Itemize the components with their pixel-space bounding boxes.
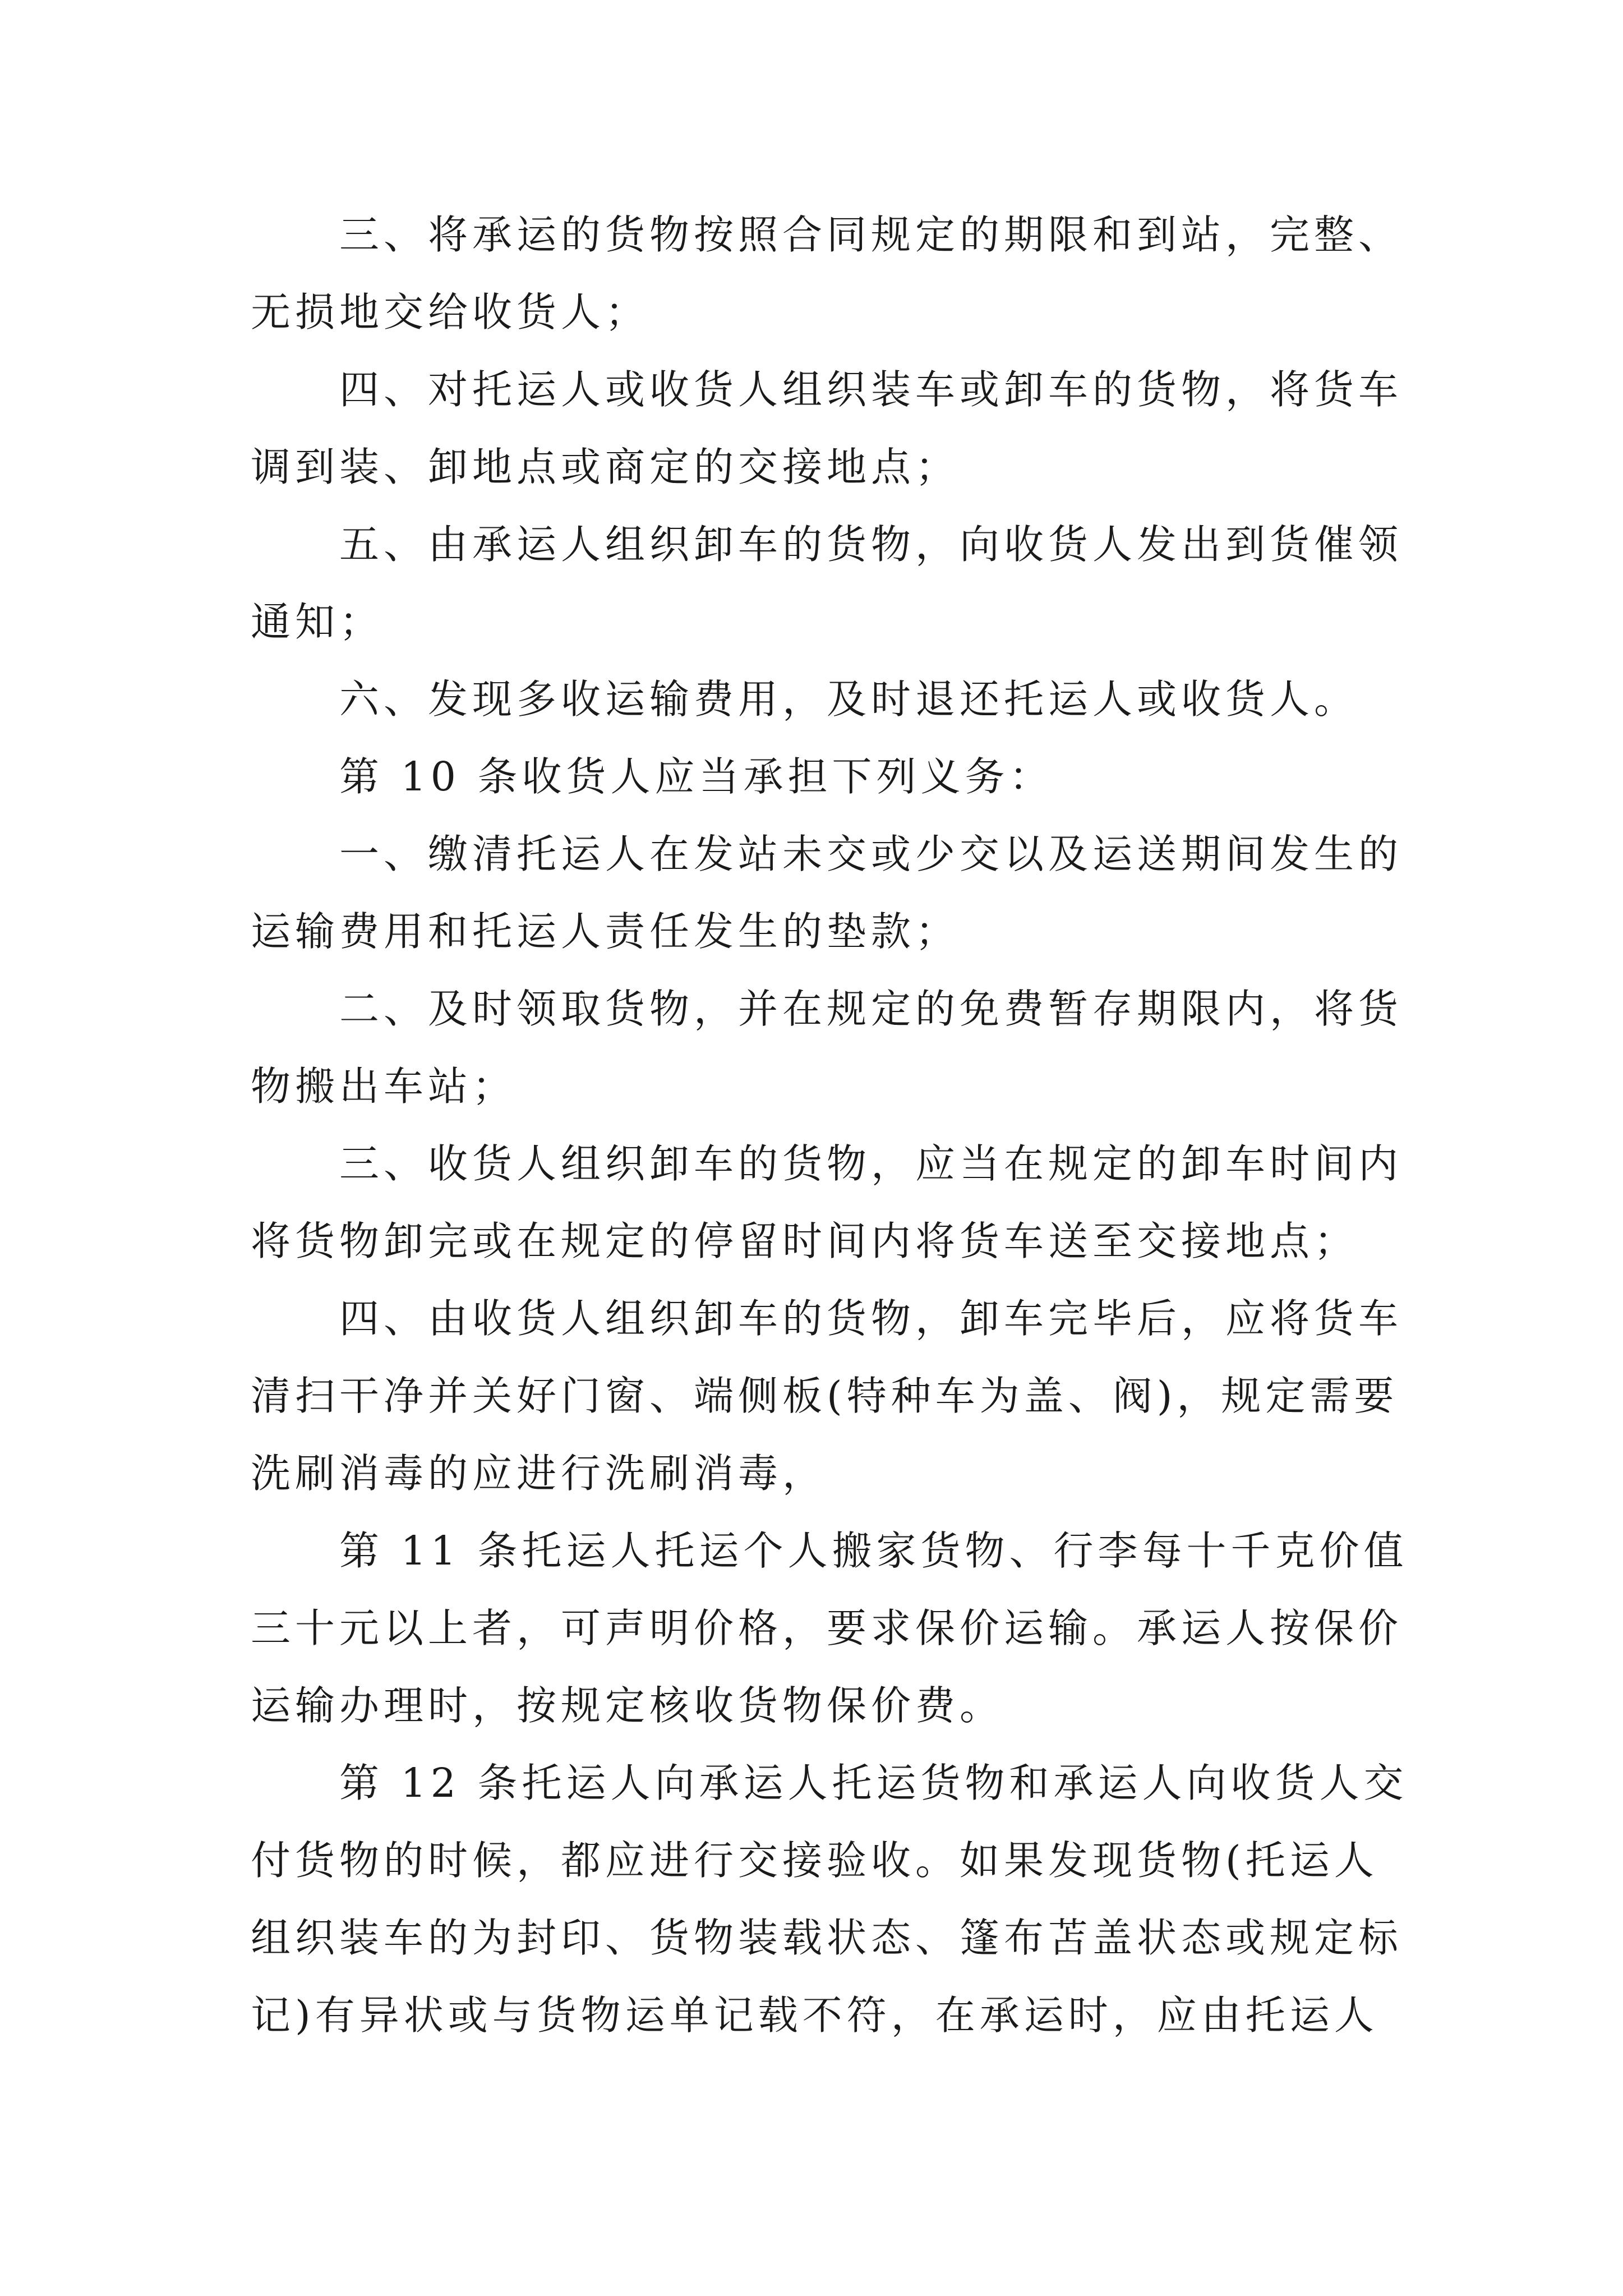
- text-line: 清扫干净并关好门窗、端侧板(特种车为盖、阀)，规定需要: [251, 1373, 1399, 1419]
- text-line: 无损地交给收货人；: [251, 289, 650, 335]
- text-line: 通知；: [251, 599, 384, 645]
- text-line: 运输费用和托运人责任发生的垫款；: [251, 908, 960, 955]
- text-line: 洗刷消毒的应进行洗刷消毒，: [251, 1450, 827, 1497]
- article-10-heading: [251, 738, 1379, 816]
- text-line: 三、收货人组织卸车的货物，应当在规定的卸车时间内: [339, 1140, 1403, 1187]
- paragraph-1-pay-fees: [251, 816, 1403, 970]
- text-line: 二、及时领取货物，并在规定的免费暂存期限内，将货: [339, 986, 1403, 1032]
- paragraph-6-refund-fees: [251, 661, 1379, 738]
- paragraph-4-clean-wagon: [251, 1280, 1403, 1512]
- text-line: 将货物卸完或在规定的停留时间内将货车送至交接地点；: [251, 1218, 1359, 1264]
- text-line: 五、由承运人组织卸车的货物，向收货人发出到货催领: [339, 521, 1403, 568]
- text-line: 付货物的时候，都应进行交接验收。如果发现货物(托运人: [251, 1837, 1378, 1884]
- text-line: 三十元以上者，可声明价格，要求保价运输。承运人按保价: [251, 1605, 1403, 1651]
- text-line: 第 12 条托运人向承运人托运货物和承运人向收货人交: [339, 1760, 1408, 1806]
- article-11-insured-transport: [251, 1512, 1408, 1745]
- paragraph-4-dispatch-wagons: [251, 351, 1403, 506]
- text-line: 一、缴清托运人在发站未交或少交以及运送期间发生的: [339, 831, 1403, 877]
- text-line: 物搬出车站；: [251, 1063, 517, 1110]
- paragraph-3-deliver-goods: [251, 196, 1403, 351]
- document-body: [251, 196, 1408, 2054]
- text-line: 四、对托运人或收货人组织装车或卸车的货物，将货车: [339, 366, 1403, 413]
- text-line: 记)有异状或与货物运单记载不符，在承运时，应由托运人: [251, 1992, 1378, 2039]
- text-line: 组织装车的为封印、货物装载状态、篷布苫盖状态或规定标: [251, 1915, 1403, 1961]
- text-line: 调到装、卸地点或商定的交接地点；: [251, 444, 960, 490]
- text-line: 运输办理时，按规定核收货物保价费。: [251, 1682, 1004, 1729]
- paragraph-5-arrival-notice: [251, 506, 1403, 661]
- paragraph-2-collect-goods: [251, 970, 1403, 1125]
- text-line: 第 10 条收货人应当承担下列义务：: [339, 753, 1054, 800]
- text-line: 第 11 条托运人托运个人搬家货物、行李每十千克价值: [339, 1527, 1408, 1574]
- text-line: 六、发现多收运输费用，及时退还托运人或收货人。: [339, 676, 1359, 723]
- article-12-handover-inspection: [251, 1745, 1408, 2054]
- text-line: 三、将承运的货物按照合同规定的期限和到站，完整、: [339, 211, 1403, 258]
- paragraph-3-unload-in-time: [251, 1125, 1403, 1280]
- text-line: 四、由收货人组织卸车的货物，卸车完毕后，应将货车: [339, 1295, 1403, 1342]
